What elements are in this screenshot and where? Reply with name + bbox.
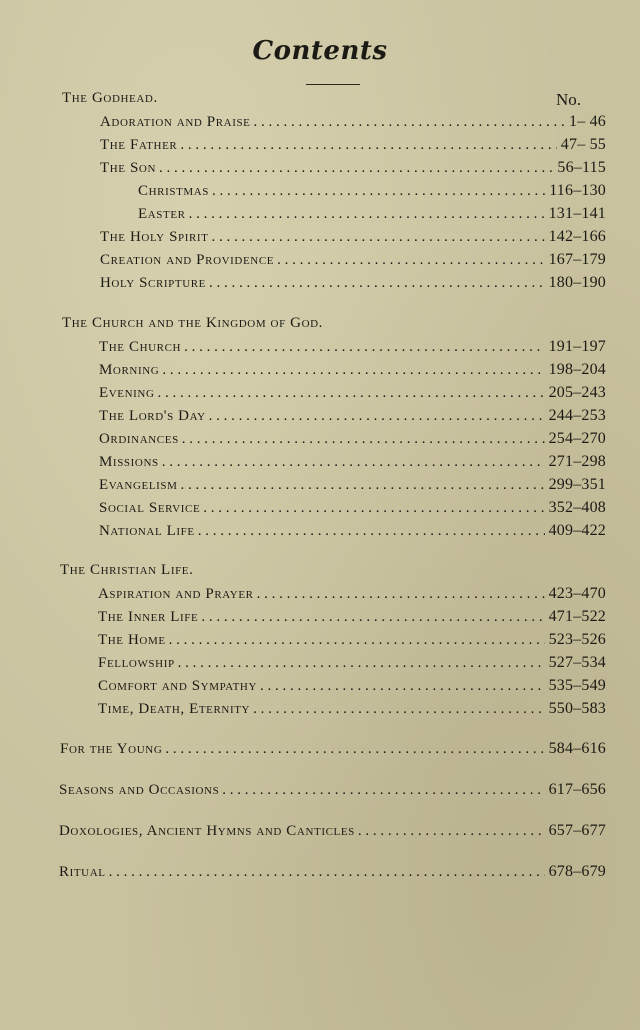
dot-leader (260, 678, 545, 695)
dot-leader (212, 229, 545, 246)
dot-leader (178, 655, 545, 672)
toc-entry-for-the-young (60, 740, 606, 760)
section-heading-christian-life: The Christian Life. (60, 562, 194, 578)
dot-leader (277, 252, 545, 269)
dot-leader (162, 362, 544, 379)
entry-range: 523–526 (548, 631, 606, 648)
page-title: Contents (252, 36, 388, 66)
entry-range: 535–549 (548, 677, 606, 694)
dot-leader (189, 206, 545, 223)
toc-entry-ritual (59, 863, 606, 883)
entry-label: The Father (100, 137, 178, 153)
entry-label: Ritual (59, 864, 106, 880)
entry-range: 409–422 (548, 522, 606, 539)
toc-entry (99, 338, 606, 358)
dot-leader (198, 523, 545, 540)
toc-entry (100, 274, 606, 294)
entry-label: Christmas (138, 183, 210, 199)
toc-entry (99, 407, 606, 427)
dot-leader (209, 408, 545, 425)
dot-leader (254, 114, 565, 131)
entry-label: Adoration and Praise (100, 114, 251, 130)
entry-label: The Home (98, 632, 166, 648)
toc-entry (100, 136, 606, 156)
toc-entry (99, 499, 606, 519)
entry-label: Doxologies, Ancient Hymns and Canticles (59, 823, 355, 839)
dot-leader (358, 823, 545, 840)
toc-entry (138, 182, 606, 202)
entry-label: For the Young (60, 741, 163, 757)
entry-label: Aspiration and Prayer (98, 586, 254, 602)
entry-label: Fellowship (98, 655, 175, 671)
dot-leader (181, 477, 545, 494)
entry-range: 584–616 (548, 740, 606, 757)
entry-range: 1– 46 (569, 113, 606, 130)
toc-entry (98, 700, 606, 720)
dot-leader (212, 183, 545, 200)
dot-leader (257, 586, 545, 603)
toc-entry (100, 113, 606, 133)
toc-entry (99, 361, 606, 381)
dot-leader (253, 701, 545, 718)
dot-leader (201, 609, 544, 626)
entry-label: The Holy Spirit (100, 229, 209, 245)
entry-range: 244–253 (548, 407, 606, 424)
dot-leader (182, 431, 545, 448)
entry-label: Easter (138, 206, 186, 222)
toc-entry (98, 677, 606, 697)
entry-range: 180–190 (548, 274, 606, 291)
entry-range: 657–677 (548, 822, 606, 839)
toc-entry (98, 631, 606, 651)
entry-range: 271–298 (548, 453, 606, 470)
entry-range: 116–130 (549, 182, 606, 199)
toc-entry (98, 654, 606, 674)
entry-label: Holy Scripture (100, 275, 207, 291)
entry-range: 550–583 (548, 700, 606, 717)
title-rule (306, 84, 360, 85)
number-column-label: No. (556, 90, 582, 109)
entry-label: Evening (99, 385, 155, 401)
toc-entry (100, 159, 606, 179)
toc-entry (100, 228, 606, 248)
dot-leader (158, 385, 545, 402)
entry-label: Missions (99, 454, 159, 470)
entry-label: Seasons and Occasions (59, 782, 220, 798)
entry-range: 191–197 (548, 338, 606, 355)
dot-leader (169, 632, 545, 649)
toc-entry (99, 430, 606, 450)
entry-label: Ordinances (99, 431, 179, 447)
dot-leader (184, 339, 545, 356)
dot-leader (165, 741, 544, 758)
entry-range: 299–351 (548, 476, 606, 493)
entry-range: 167–179 (548, 251, 606, 268)
toc-entry (99, 522, 606, 542)
toc-entry (98, 608, 606, 628)
entry-range: 423–470 (548, 585, 606, 602)
entry-label: The Church (99, 339, 182, 355)
entry-label: The Son (100, 160, 157, 176)
entry-range: 527–534 (548, 654, 606, 671)
entry-label: Social Service (99, 500, 201, 516)
entry-label: The Inner Life (98, 609, 199, 625)
toc-entry (100, 251, 606, 271)
toc-entry-doxologies (59, 822, 606, 842)
entry-label: Evangelism (99, 477, 178, 493)
section-heading-church: The Church and the Kingdom of God. (62, 315, 324, 331)
entry-label: The Lord's Day (99, 408, 206, 424)
entry-range: 678–679 (548, 863, 606, 880)
entry-range: 471–522 (548, 608, 606, 625)
toc-entry (138, 205, 606, 225)
entry-range: 352–408 (548, 499, 606, 516)
entry-range: 617–656 (548, 781, 606, 798)
dot-leader (159, 160, 553, 177)
toc-entry (99, 476, 606, 496)
entry-range: 205–243 (548, 384, 606, 401)
entry-label: Time, Death, Eternity (98, 701, 251, 717)
toc-entry (98, 585, 606, 605)
section-heading-godhead: The Godhead. (62, 90, 158, 106)
entry-label: National Life (99, 523, 195, 539)
entry-label: Comfort and Sympathy (98, 678, 258, 694)
entry-range: 131–141 (548, 205, 606, 222)
entry-range: 198–204 (548, 361, 606, 378)
dot-leader (162, 454, 545, 471)
dot-leader (209, 275, 545, 292)
dot-leader (109, 864, 545, 881)
toc-entry (99, 384, 606, 404)
dot-leader (203, 500, 544, 517)
toc-entry-seasons (59, 781, 606, 801)
entry-range: 142–166 (548, 228, 606, 245)
entry-label: Creation and Providence (100, 252, 275, 268)
toc-entry (99, 453, 606, 473)
entry-range: 254–270 (548, 430, 606, 447)
entry-range: 56–115 (557, 159, 606, 176)
entry-range: 47– 55 (560, 136, 606, 153)
dot-leader (180, 137, 556, 154)
entry-label: Morning (99, 362, 160, 378)
dot-leader (222, 782, 544, 799)
